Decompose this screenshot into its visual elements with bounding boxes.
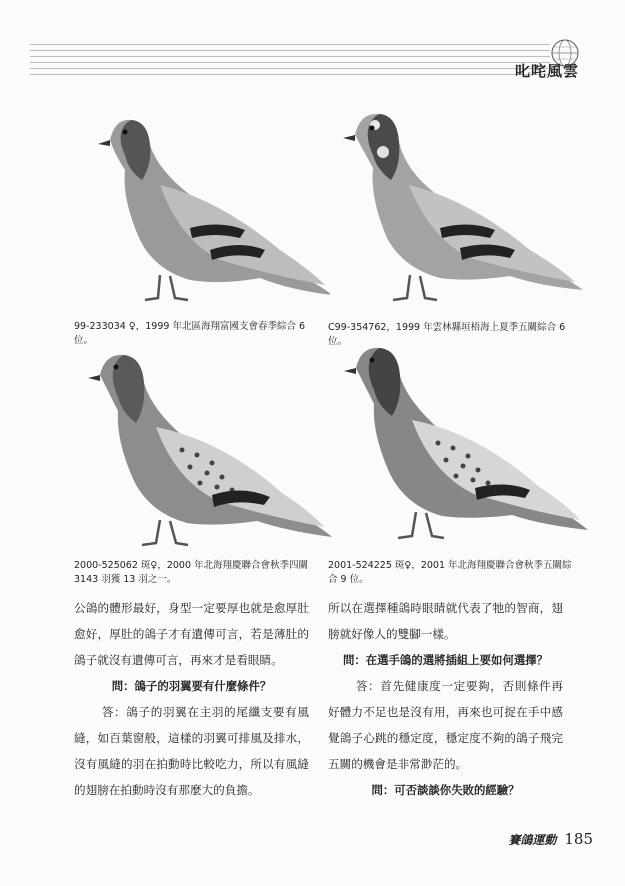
photo-caption: C99-354762，1999 年雲林縣垣梧海上夏季五關綜合 6 位。 (328, 322, 566, 347)
answer-paragraph: 答：首先健康度一定要夠，否則條件再好體力不足也是沒有用，再來也可捉在手中感覺鴿子心跳的穩定度，穩定度不夠的鴿子飛完五關的機會是非常渺茫的。 (328, 679, 563, 771)
question-heading: 問：鴿子的羽翼要有什麼條件？ (111, 679, 272, 693)
header-rule (30, 44, 550, 80)
pigeon-photo (70, 100, 330, 305)
photo-caption: 99-233034 ♀，1999 年北區海翔富國支會春季綜合 6 位。 (74, 321, 306, 346)
page-footer (508, 830, 593, 848)
answer-paragraph: 答：鴿子的羽翼在主羽的尾纖支要有風縫，如百葉窗般，這樣的羽翼可排風及排水，沒有風縫的羽在拍動時比較吃力，所以有風縫的翅膀在拍動時沒有那麼大的負擔。 (74, 705, 309, 797)
paragraph: 所以在選擇種鴿時眼睛就代表了牠的智商，翅膀就好像人的雙腳一樣。 (328, 601, 563, 641)
pigeon-photo (325, 100, 585, 305)
left-column (74, 595, 309, 803)
question-heading: 問：在選手鴿的選將插組上要如何選擇？ (342, 653, 549, 667)
paragraph: 公鴿的體形最好，身型一定要厚也就是愈厚肚愈好，厚肚的鴿子才有遺傳可言，若是薄肚的鴿子就沒有遺傳可言，再來才是看眼睛。 (74, 601, 309, 667)
page-number: 185 (564, 830, 593, 848)
pigeon-photo (330, 340, 590, 545)
question-heading: 問：可否談談你失敗的經驗？ (371, 783, 520, 797)
photo-caption: 2000-525062 斑♀，2000 年北海翔慶聯合會秋季四關 3143 羽獲 13 羽之一。 (74, 560, 309, 585)
right-column (328, 595, 563, 803)
photo-caption: 2001-524225 斑♀，2001 年北海翔慶聯合會秋季五關綜合 9 位。 (328, 560, 572, 585)
section-title: 叱咤風雲 (514, 62, 579, 80)
pigeon-photo (72, 345, 332, 550)
magazine-brand: 賽鴿運動 (508, 833, 557, 847)
